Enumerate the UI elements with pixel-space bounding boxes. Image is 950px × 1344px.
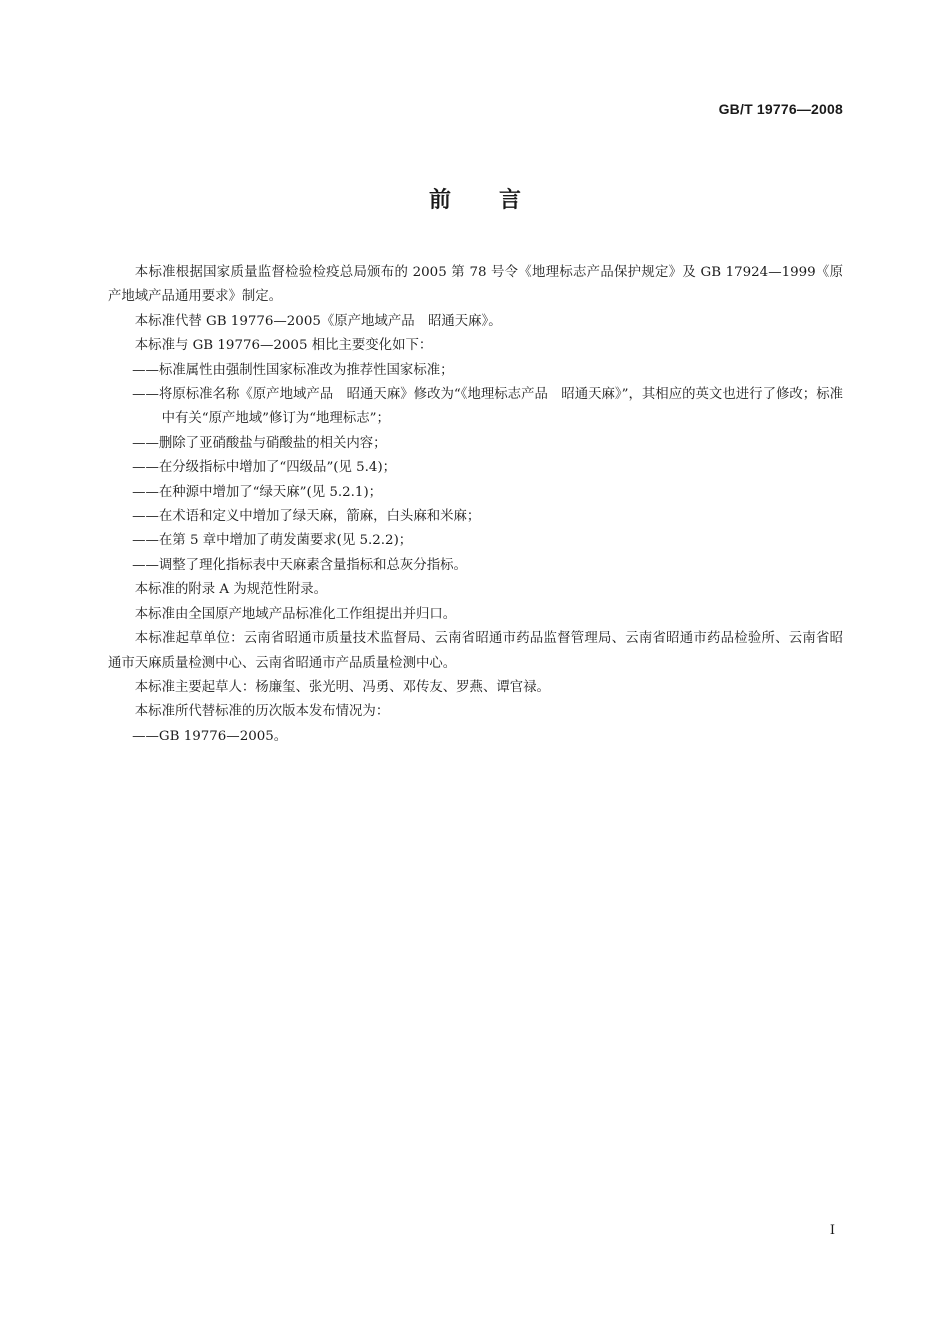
list-item: ——GB 19776—2005。 <box>132 728 288 744</box>
paragraph-history-intro: 本标准所代替标准的历次版本发布情况为： <box>134 704 390 720</box>
paragraph-drafting-units: 本标准起草单位：云南省昭通市质量技术监督局、云南省昭通市药品监督管理局、云南省昭通市药品检验所、云南省昭通市天麻质量检测中心、云南省昭通市产品质量检测中心。 <box>108 631 843 671</box>
page-title: 前言 <box>428 188 569 213</box>
list-item: ——删除了亚硝酸盐与硝酸盐的相关内容； <box>132 435 387 451</box>
list-item: ——将原标准名称《原产地域产品 昭通天麻》修改为“《地理标志产品 昭通天麻》”，其相应的英文也进行了修改；标准中有关“原产地域”修订为“地理标志”； <box>132 387 843 427</box>
list-item: ——调整了理化指标表中天麻素含量指标和总灰分指标。 <box>132 557 467 573</box>
paragraph-changes-intro: 本标准与 GB 19776—2005 相比主要变化如下： <box>134 338 433 354</box>
paragraph-appendix: 本标准的附录 A 为规范性附录。 <box>134 582 328 598</box>
list-item: ——在分级指标中增加了“四级品”(见 5.4)； <box>132 460 397 476</box>
paragraph-proposer: 本标准由全国原产地域产品标准化工作组提出并归口。 <box>134 606 457 622</box>
paragraph-basis: 本标准根据国家质量监督检验检疫总局颁布的 2005 第 78 号令《地理标志产品保护规定》及 GB 17924—1999《原产地域产品通用要求》制定。 <box>108 265 843 305</box>
list-item: ——在种源中增加了“绿天麻”(见 5.2.1)； <box>132 484 383 500</box>
paragraph-drafters: 本标准主要起草人：杨廉玺、张光明、冯勇、邓传友、罗燕、谭官禄。 <box>134 679 550 695</box>
page-number: I <box>829 1223 835 1238</box>
list-item: ——标准属性由强制性国家标准改为推荐性国家标准； <box>132 362 454 378</box>
foreword-body <box>108 261 843 749</box>
list-item: ——在术语和定义中增加了绿天麻，箭麻，白头麻和米麻； <box>132 509 481 525</box>
standard-code: GB/T 19776—2008 <box>718 101 843 117</box>
list-item: ——在第 5 章中增加了萌发菌要求(见 5.2.2)； <box>132 533 413 549</box>
paragraph-replaces: 本标准代替 GB 19776—2005《原产地域产品 昭通天麻》。 <box>134 313 502 329</box>
